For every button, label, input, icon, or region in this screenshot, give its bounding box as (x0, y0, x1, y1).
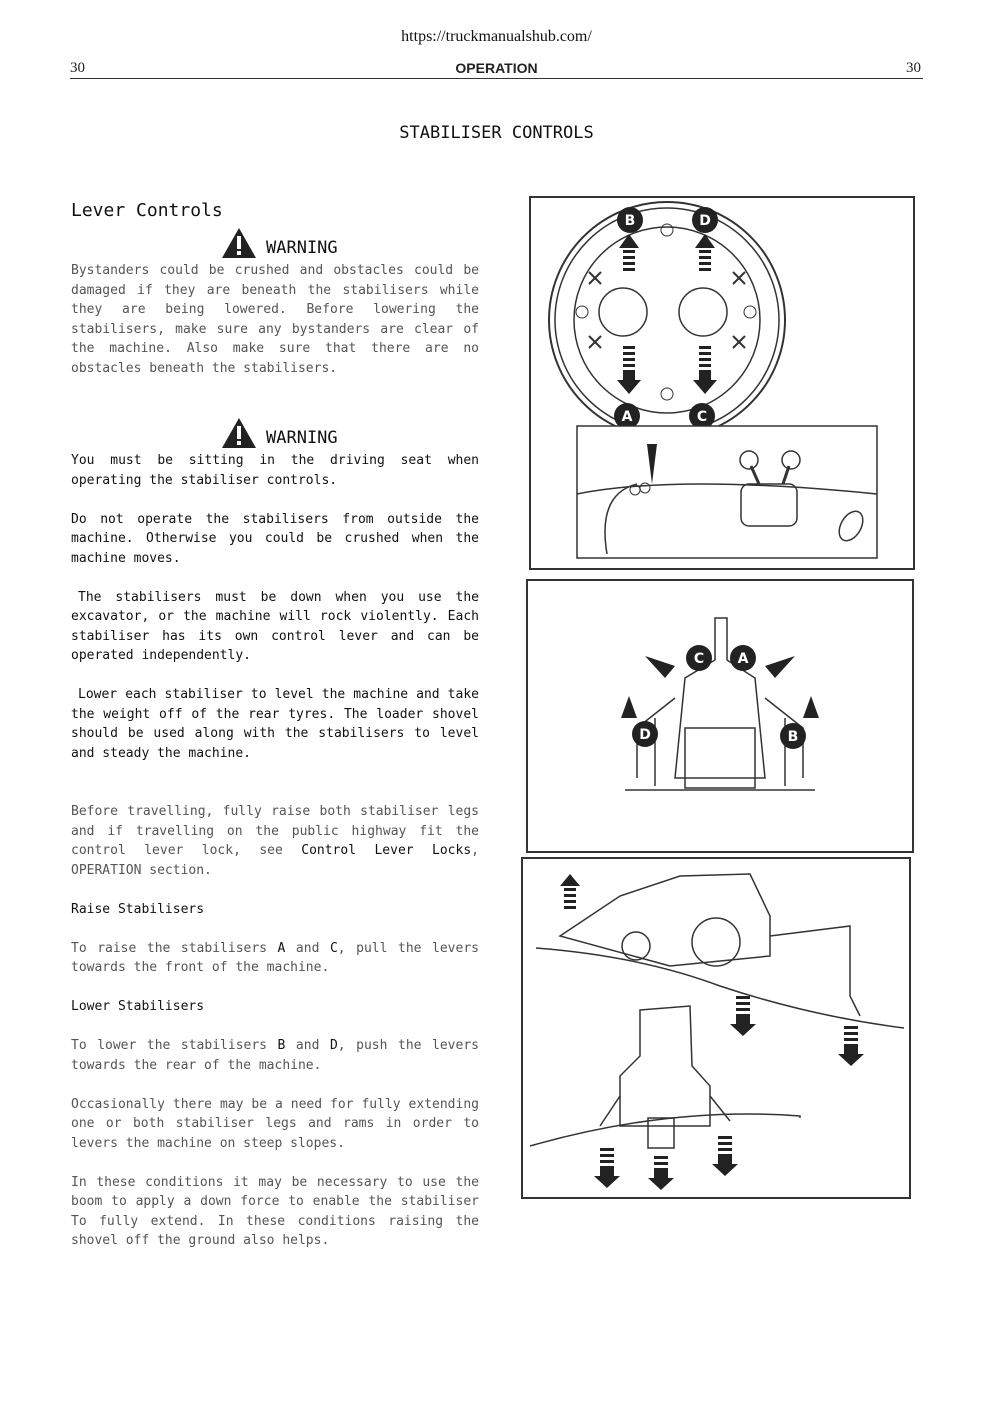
label-b: B (624, 213, 636, 229)
source-url: https://truckmanualshub.com/ (401, 28, 592, 45)
section-name: OPERATION (455, 60, 538, 76)
raise-text: To raise the stabilisers A and C, pull the levers towards the front of the machine. (71, 940, 479, 975)
label-b: B (787, 729, 799, 745)
page-title: STABILISER CONTROLS (399, 123, 594, 143)
page-number-left: 30 (70, 60, 85, 76)
label-c: C (693, 651, 705, 667)
lower-heading: Lower Stabilisers (71, 999, 205, 1014)
warning-text-1: Bystanders could be crushed and obstacles could be damaged if they are beneath the stabilisers while they are being lowered. Before lowering the stabilisers, make sure any bystanders are clear of the machine. Also make sure that there are no obstacles beneath the stabilisers. (71, 263, 479, 376)
warning-icon (221, 227, 257, 259)
warning-icon (221, 417, 257, 449)
label-d: D (699, 213, 711, 229)
label-c: C (696, 409, 708, 425)
body-text-7: Occasionally there may be a need for fully extending one or both stabiliser legs and rams in order to levers the machine on steep slopes. (71, 1096, 479, 1151)
warning-text-2: You must be sitting in the driving seat when operating the stabiliser controls. (71, 453, 479, 488)
lever-gate-figure (527, 194, 917, 572)
label-a: A (737, 651, 749, 667)
lower-text: To lower the stabilisers B and D, push the levers towards the rear of the machine. (71, 1038, 479, 1073)
section-heading: Lever Controls (71, 200, 223, 221)
stabiliser-rear-view-figure (525, 578, 915, 854)
raise-heading: Raise Stabilisers (71, 901, 205, 917)
machine-on-slope-figure (520, 856, 912, 1200)
warning-block-2 (71, 417, 479, 451)
text-column (71, 200, 479, 1251)
label-a: A (621, 409, 633, 425)
body-text-5: Lower each stabiliser to level the machine and take the weight off of the rear tyres. The loader shovel should be used along with the stabilisers to level and steady the machine. (71, 687, 479, 761)
warning-label: WARNING (266, 428, 338, 448)
warning-block-1 (71, 227, 479, 261)
warning-text-3: Do not operate the stabilisers from outside the machine. Otherwise you could be crushed when the machine moves. (71, 511, 479, 566)
label-d: D (639, 727, 651, 743)
page-number-right: 30 (906, 60, 921, 76)
page-header (70, 60, 923, 79)
body-text-6: Before travelling, fully raise both stabiliser legs and if travelling on the public highway fit the control lever lock, see Control Lever Locks, OPERATION section. (71, 804, 479, 878)
cross-reference-link[interactable]: Control Lever Locks (301, 843, 472, 858)
body-text-4: The stabilisers must be down when you use the excavator, or the machine will rock violently. Each stabiliser has its own control lever and can be operated independently. (71, 589, 479, 663)
warning-label: WARNING (266, 238, 338, 258)
body-text-8: In these conditions it may be necessary to use the boom to apply a down force to enable the stabiliser To fully extend. In these conditions raising the shovel off the ground also helps. (71, 1174, 479, 1248)
